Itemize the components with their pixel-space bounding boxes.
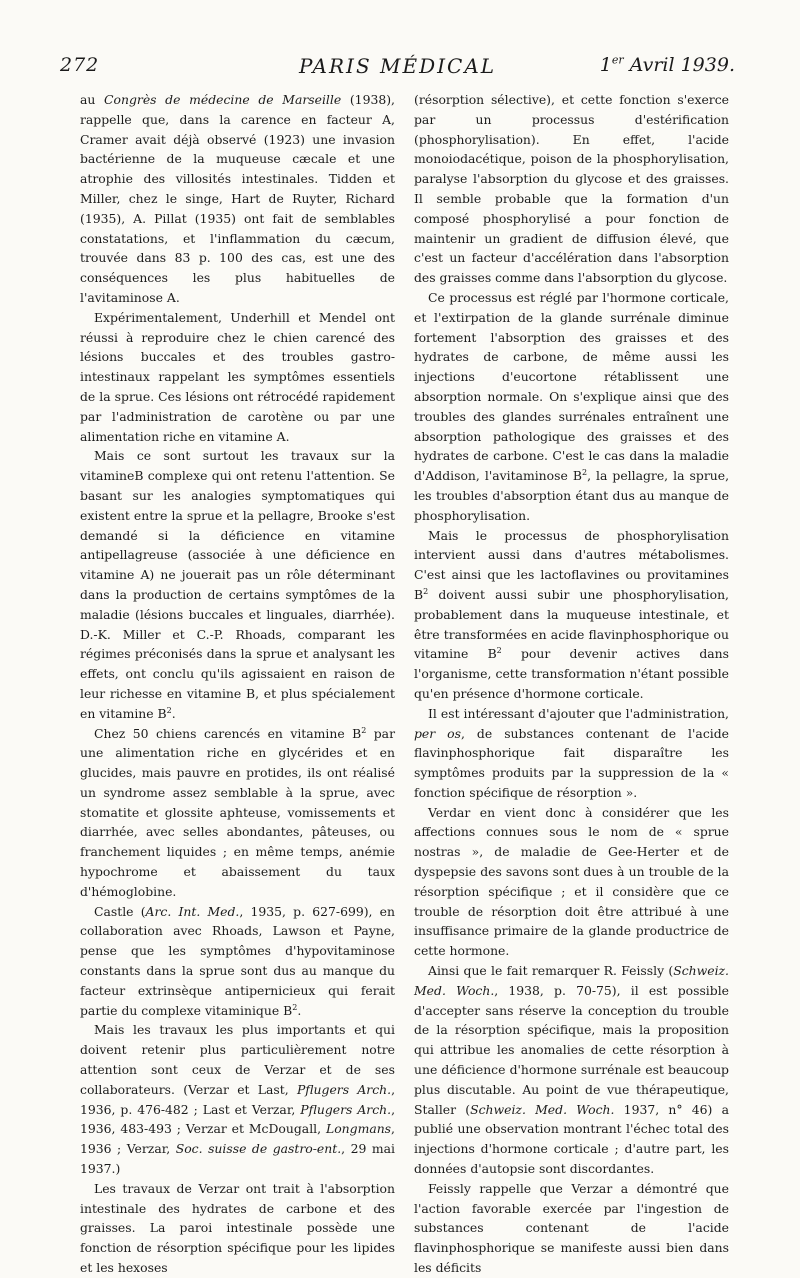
- page-number: 272: [60, 54, 100, 76]
- left-column: [80, 90, 395, 1278]
- paragraph: Mais le processus de phosphorylisation intervient aussi dans d'autres métabolismes. C'est ainsi que les lactoflavines ou provitamines $B^2$ doivent aussi subir une phosphorylisation, probablement dans la muqueuse intestinale, et être transformées en acide flavinphosphorique ou vitamine $B^2$ pour devenir actives dans l'organisme, cette transformation n'étant possible qu'en présence d'hormone corticale.: [414, 527, 729, 701]
- paragraph: Ainsi que le fait remarquer R. Feissly (Schweiz. Med. Woch., 1938, p. 70-75), il est possible d'accepter sans réserve la conception du trouble de la résorption spécifique, mais la proposition qui attribue les anomalies de cette résorption à une déficience d'hormone surrénale est beaucoup plus discutable. Au point de vue thérapeutique, Staller (Schweiz. Med. Woch. 1937, n° 46) a publié une observation montrant l'échec total des injections d'hormone corticale ; d'autre part, les données d'autopsie sont discordantes.: [414, 963, 730, 1177]
- issue-date: 1er Avril 1939.: [599, 53, 735, 76]
- paragraph: Ce processus est réglé par l'hormone corticale, et l'extirpation de la glande surrénale diminue fortement l'absorption des graisses et des hydrates de carbone, de même aussi les injections d'eucortone rétablissent une absorption normale. On s'explique ainsi que des troubles des glandes surrénales entraînent une absorption pathologique des graisses et des hydrates de carbone. C'est le cas dans la maladie d'Addison, l'avitaminose $B^2$, la pellagre, la sprue, les troubles d'absorption étant dus au manque de phosphorylisation.: [414, 289, 730, 523]
- paragraph: Verdar en vient donc à considérer que les affections connues sous le nom de « sprue nostras », de maladie de Gee-Herter et de dyspepsie des savons sont dues à un trouble de la résorption spécifique ; et il considère que ce trouble de résorption doit être attribué à une insuffisance primaire de la glande productrice de cette hormone.: [414, 804, 729, 959]
- paragraph: Feissly rappelle que Verzar a démontré que l'action favorable exercée par l'ingestion de substances contenant de l'acide flavinphosphorique se manifeste aussi bien dans les déficits: [414, 1180, 729, 1276]
- page-header: [60, 54, 735, 84]
- paragraph: Mais ce sont surtout les travaux sur la vitamineB complexe qui ont retenu l'attention. Se basant sur les analogies symptomatiques qui existent entre la sprue et la pellagre, Brooke s'est demandé si la déficience en vitamine antipellagreuse (associée à une déficience en vitamine A) ne jouerait pas un rôle déterminant dans la production de certains symptômes de la maladie (lésions buccales et linguales, diarrhée). D.-K. Miller et C.-P. Rhoads, comparant les régimes préconisés dans la sprue et analysant les effets, ont conclu qu'ils agissaient en raison de leur richesse en vitamine B, et plus spécialement en vitamine $B^2$.: [80, 448, 395, 721]
- paragraph: Il est intéressant d'ajouter que l'administration, per os, de substances contenant de l'acide flavinphosphorique fait disparaître les symptômes produits par la suppression de la « fonction spécifique de résorption ».: [414, 705, 729, 800]
- paragraph: Chez 50 chiens carencés en vitamine $B^2$ par une alimentation riche en glycérides et en glucides, mais pauvre en protides, ils ont réalisé un syndrome assez semblable à la sprue, avec stomatite et glossite aphteuse, vomissements et diarrhée, avec selles abondantes, pâteuses, ou franchement liquides ; en même temps, anémie hypochrome et abaissement du taux d'hémoglobine.: [80, 725, 395, 899]
- paragraph: (résorption sélective), et cette fonction s'exerce par un processus d'estérification (phosphorylisation). En effet, l'acide monoiodacétique, poison de la phosphorylisation, paralyse l'absorption du glycose et des graisses. Il semble probable que la formation d'un composé phosphorylisé a pour fonction de maintenir un gradient de diffusion élevé, que c'est un facteur d'accélération dans l'absorption des graisses comme dans l'absorption du glycose.: [414, 92, 729, 286]
- paragraph: Les travaux de Verzar ont trait à l'absorption intestinale des hydrates de carbone et des graisses. La paroi intestinale possède une fonction de résorption spécifique pour les lipides et les hexoses: [80, 1180, 395, 1276]
- paragraph: Castle (Arc. Int. Med., 1935, p. 627-699), en collaboration avec Rhoads, Lawson et Payne, pense que les symptômes d'hypovitaminose constants dans la sprue sont dus au manque du facteur extrinsèque antipernicieux qui ferait partie du complexe vitaminique $B^2$.: [80, 903, 395, 1018]
- right-column: [414, 90, 729, 1278]
- journal-title: PARIS MÉDICAL: [298, 54, 497, 78]
- paragraph: Expérimentalement, Underhill et Mendel ont réussi à reproduire chez le chien carencé des lésions buccales et des troubles gastro-intestinaux rappelant les symptômes essentiels de la sprue. Ces lésions ont rétrocédé rapidement par l'administration de carotène ou par une alimentation riche en vitamine A.: [80, 309, 395, 444]
- paragraph: Mais les travaux les plus importants et qui doivent retenir plus particulièrement notre attention sont ceux de Verzar et de ses collaborateurs. (Verzar et Last, Pflugers Arch., 1936, p. 476-482 ; Last et Verzar, Pflugers Arch., 1936, 483-493 ; Verzar et McDougall, Longmans, 1936 ; Verzar, Soc. suisse de gastro-ent., 29 mai 1937.): [80, 1022, 396, 1177]
- paragraph: au Congrès de médecine de Marseille (1938), rappelle que, dans la carence en facteur A, Cramer avait déjà observé (1923) une invasion bactérienne de la muqueuse cæcale et une atrophie des villosités intestinales. Tidden et Miller, chez le singe, Hart de Ruyter, Richard (1935), A. Pillat (1935) ont fait de semblables constatations, et l'inflammation du cæcum, trouvée dans 83 p. 100 des cas, est une des conséquences les plus habituelles de l'avitaminose A.: [80, 92, 395, 305]
